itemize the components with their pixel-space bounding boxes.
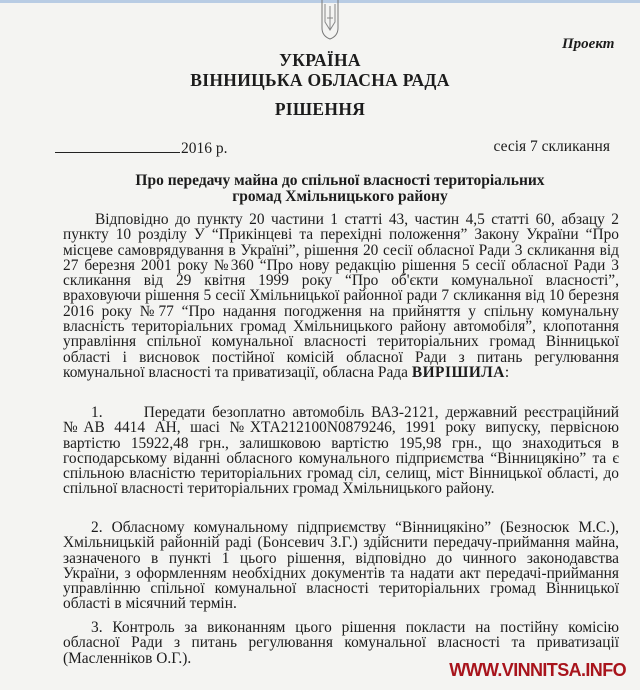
session-label: сесія 7 скликання — [493, 138, 610, 155]
title-line-1: Про передачу майна до спільної власності територіальних — [135, 172, 545, 189]
resolution-item-3: 3. Контроль за виконанням цього рішення покласти на постійну комісію обласної Ради з питань регулювання комунальної власності та приватизації (Масленніков О.Г.). — [63, 619, 619, 667]
date-blank-line — [55, 138, 180, 153]
preamble-paragraph — [63, 212, 619, 380]
resolved-word: ВИРІШИЛА — [411, 363, 505, 381]
country-heading: УКРАЇНА — [279, 50, 361, 70]
resolution-item-1: 1. Передати безоплатно автомобіль ВАЗ-2121, державний реєстраційний №АВ 4414 АН, шасі №ХТА212100N0879246, 1991 року випуску, первісною вартістю 15922,48 грн., залишковою вартістю 195,98 грн., що знаходиться в господарському віданні обласного комунального підприємства “Вінницякіно” та є спільною власністю територіальних громад сіл, селищ, міст Вінницької області, до спільної власності територіальних громад Хмільницького району. — [63, 404, 623, 498]
trident-emblem-icon — [320, 0, 340, 40]
resolution-item-2: 2. Обласному комунальному підприємству “Вінницякіно” (Безносюк М.С.), Хмільницькій районній раді (Бонсевич З.Г.) здійснити передачу-приймання майна, зазначеного в пункті 1 цього рішення, відповідно до чинного законодавства України, з оформленням необхідних документів та надати акт передачі-приймання управлінню спільної комунальної власності територіальних громад Вінницької області в місячний термін. — [63, 519, 619, 613]
title-line-2: громад Хмільницького району — [232, 188, 448, 205]
date-year: 2016 р. — [181, 140, 228, 157]
draft-label: Проект — [562, 36, 615, 52]
council-heading: ВІННИЦЬКА ОБЛАСНА РАДА — [190, 70, 450, 90]
date-line — [55, 138, 228, 158]
site-watermark: WWW.VINNITSA.INFO — [449, 660, 626, 680]
document-type-heading: РІШЕННЯ — [274, 99, 366, 119]
preamble-text: Відповідно до пункту 20 частини 1 статті 43, частин 4,5 статті 60, абзацу 2 пункту 10 розділу У “Прикінцеві та перехідні положення” Закону України “Про місцеве самоврядування в Україні”, рішення 20 сесії обласної Ради 3 скликання від 27 березня 2001 року №360 “Про нову редакцію рішення 5 сесії обласної Ради 3 скликання від 29 квітня 1999 року “Про об'єкти комунальної власності”, враховуючи рішення 5 сесії Хмільницької районної ради 7 скликання від 10 березня 2016 року №77 “Про надання погодження на прийняття у спільну комунальну власність територіальних громад Хмільницького району автомобіля”, клопотання управління спільної комунальної власності територіальних громад Вінницької області і висновок постійної комісій обласної Ради з питань регулювання комунальної власності та приватизації, обласна Рада — [63, 211, 619, 381]
resolved-colon: : — [504, 363, 510, 381]
document-title — [90, 173, 590, 205]
